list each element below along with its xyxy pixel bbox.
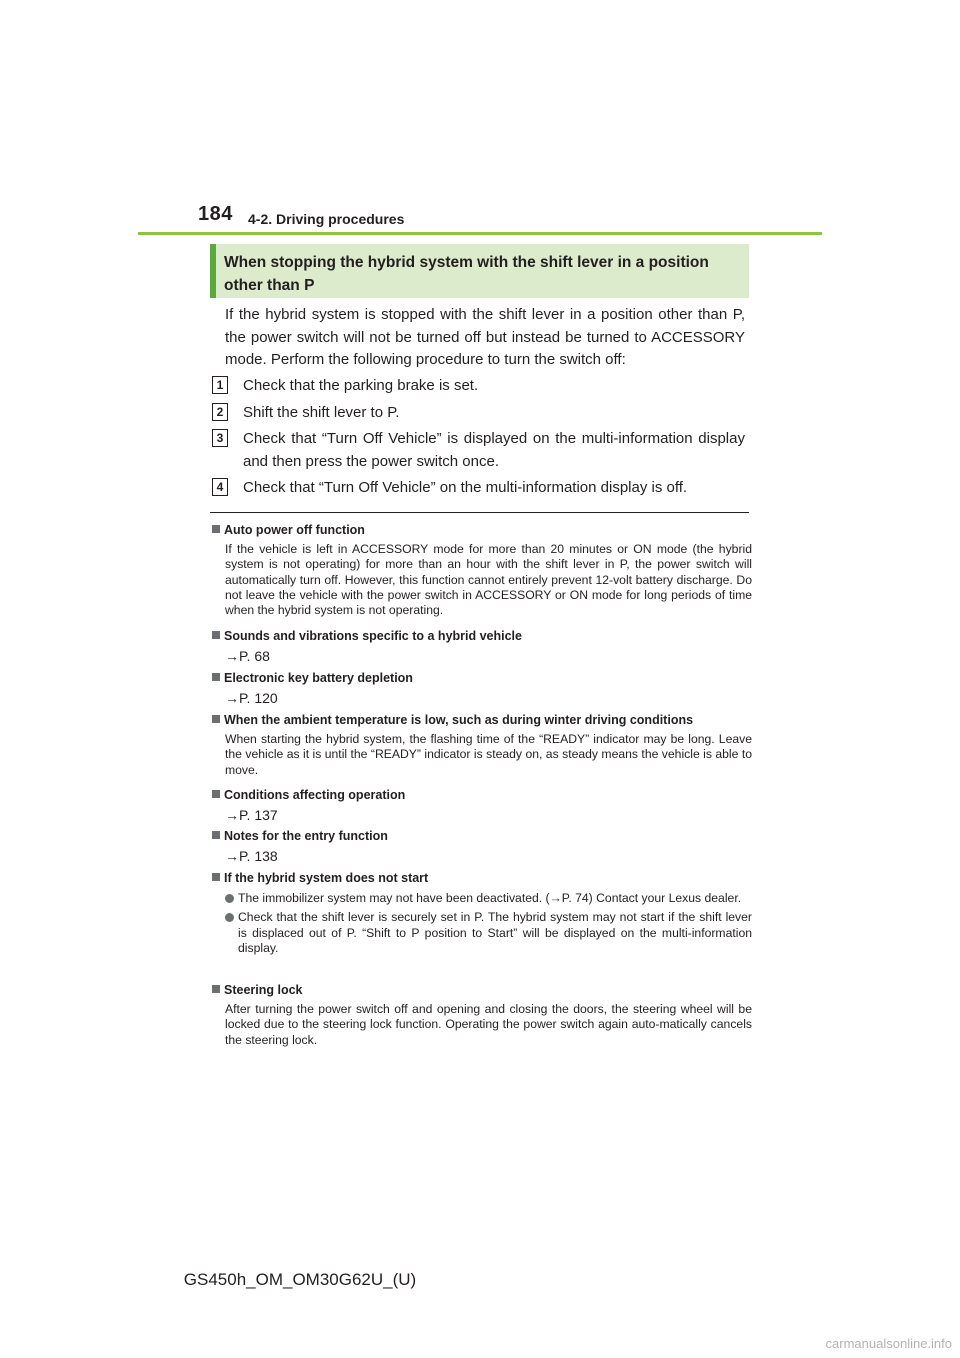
bullet-text: The immobilizer system may not have been deactivated. (→P. 74) Contact your Lexus dealer. bbox=[238, 891, 742, 905]
square-bullet-icon bbox=[212, 790, 220, 798]
square-bullet-icon bbox=[212, 525, 220, 533]
square-bullet-icon bbox=[212, 873, 220, 881]
round-bullet-icon bbox=[225, 913, 234, 922]
note-sounds-vibrations bbox=[212, 627, 752, 666]
note-title: Auto power off function bbox=[224, 523, 365, 537]
square-bullet-icon bbox=[212, 715, 220, 723]
note-title: Sounds and vibrations specific to a hybrid vehicle bbox=[224, 629, 522, 643]
page-reference-link[interactable]: →P. 120 bbox=[225, 690, 278, 706]
section-divider bbox=[210, 512, 749, 513]
square-bullet-icon bbox=[212, 673, 220, 681]
callout-box bbox=[210, 244, 749, 298]
header-rule bbox=[138, 232, 822, 235]
section-title: 4-2. Driving procedures bbox=[248, 211, 405, 227]
note-title: If the hybrid system does not start bbox=[224, 871, 429, 885]
note-title: When the ambient temperature is low, such as during winter driving conditions bbox=[224, 713, 694, 727]
note-no-start bbox=[212, 869, 752, 956]
bullet-item bbox=[225, 891, 752, 906]
round-bullet-icon bbox=[225, 894, 234, 903]
callout-accent-bar bbox=[210, 244, 216, 298]
note-body: When starting the hybrid system, the flashing time of the “READY” indicator may be long. Leave the vehicle as it is until the “READY” indicator is steady on, as steady means the vehicle is able to move. bbox=[225, 732, 752, 777]
note-entry-function bbox=[212, 827, 752, 866]
note-title: Electronic key battery depletion bbox=[224, 671, 413, 685]
square-bullet-icon bbox=[212, 831, 220, 839]
step-text: Check that the parking brake is set. bbox=[243, 377, 479, 394]
step-number: 4 bbox=[212, 478, 228, 496]
bullet-text: Check that the shift lever is securely set in P. The hybrid system may not start if the shift lever is displaced out of P. “Shift to P position to Start” will be displayed on the multi-information display. bbox=[238, 910, 752, 955]
page-number: 184 bbox=[198, 203, 233, 225]
note-low-temperature bbox=[212, 711, 752, 778]
watermark: carmanualsonline.info bbox=[825, 1336, 952, 1351]
square-bullet-icon bbox=[212, 631, 220, 639]
step-number: 1 bbox=[212, 376, 228, 394]
step-text: Check that “Turn Off Vehicle” is displayed on the multi-information display and then press the power switch once. bbox=[243, 430, 745, 470]
note-body: If the vehicle is left in ACCESSORY mode for more than 20 minutes or ON mode (the hybrid system is not operating) for more than an hour with the shift lever in P, the power switch will automatically turn off. However, this function cannot entirely prevent 12-volt battery discharge. Do not leave the vehicle with the power switch in ACCESSORY or ON mode for long periods of time when the hybrid system is not operating. bbox=[225, 542, 752, 618]
step-text: Shift the shift lever to P. bbox=[243, 404, 400, 421]
page-reference-link[interactable]: →P. 137 bbox=[225, 807, 278, 823]
step-text: Check that “Turn Off Vehicle” on the multi-information display is off. bbox=[243, 479, 688, 496]
note-key-battery bbox=[212, 669, 752, 708]
square-bullet-icon bbox=[212, 985, 220, 993]
callout-title: When stopping the hybrid system with the shift lever in a position other than P bbox=[224, 254, 709, 294]
page-header bbox=[198, 203, 838, 233]
note-title: Notes for the entry function bbox=[224, 829, 388, 843]
step-number: 2 bbox=[212, 403, 228, 421]
intro-paragraph: If the hybrid system is stopped with the shift lever in a position other than P, the power switch will not be turned off but instead be turned to ACCESSORY mode. Perform the following procedure to turn the switch off: bbox=[225, 306, 745, 368]
document-code-footer: GS450h_OM_OM30G62U_(U) bbox=[183, 1270, 417, 1289]
note-title: Steering lock bbox=[224, 983, 303, 997]
note-body: After turning the power switch off and opening and closing the doors, the steering wheel will be locked due to the steering lock function. Operating the power switch again auto-matically cancels the steering lock. bbox=[225, 1002, 752, 1047]
note-conditions bbox=[212, 786, 752, 825]
step-number: 3 bbox=[212, 429, 228, 447]
page-reference-link[interactable]: →P. 68 bbox=[225, 648, 270, 664]
note-steering-lock bbox=[212, 981, 752, 1048]
note-title: Conditions affecting operation bbox=[224, 788, 406, 802]
note-auto-power-off bbox=[212, 521, 752, 618]
bullet-item bbox=[225, 910, 752, 956]
page-reference-link[interactable]: →P. 138 bbox=[225, 848, 278, 864]
